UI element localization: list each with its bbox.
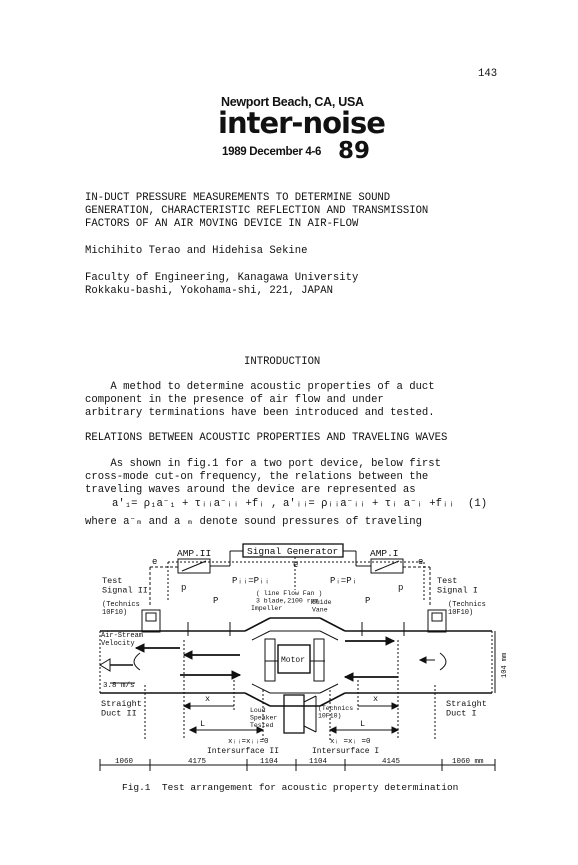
authors: Michihito Terao and Hidehisa Sekine: [85, 245, 308, 257]
velocity-label: 3.8 m/s: [103, 682, 135, 690]
test-signal-ii-label: Test Signal II: [102, 576, 148, 596]
paper-title-line-3: FACTORS OF AN AIR MOVING DEVICE IN AIR-FLOW: [85, 218, 359, 230]
relations-line-2: cross-mode cut-on frequency, the relations between the: [85, 471, 429, 483]
p2i-label: P: [365, 596, 371, 606]
diameter-label: 104 mm: [501, 652, 509, 678]
affiliation-line-2: Rokkaku-bashi, Yokohama-shi, 221, JAPAN: [85, 285, 333, 297]
dimension-1060-left: 1060: [115, 758, 134, 766]
impeller-label: Impeller: [251, 605, 283, 612]
e-i-label: e: [418, 557, 424, 567]
page-number: 143: [478, 68, 498, 80]
loud-speaker-tested-box: [284, 695, 304, 733]
l-i-label: L: [360, 719, 366, 729]
figure-1-test-arrangement: [0, 540, 578, 780]
dimension-4145: 4145: [382, 758, 401, 766]
air-stream-label: Air-Stream Velocity: [101, 632, 144, 648]
pi-equal-label: Pᵢ=Pᵢ: [330, 576, 358, 586]
introduction-line-2: component in the presence of air flow and under: [85, 394, 384, 406]
affiliation-line-1: Faculty of Engineering, Kanagawa University: [85, 272, 359, 284]
straight-duct-i-label: Straight Duct I: [446, 699, 487, 719]
pii-equal-label: Pᵢᵢ=Pᵢᵢ: [232, 576, 270, 586]
inter-noise-year: 89: [338, 138, 371, 164]
loud-speaker-label: Loud Speaker Tested: [250, 707, 278, 729]
technics-i-label: (Technics 10F10): [448, 601, 486, 617]
conference-location: Newport Beach, CA, USA: [221, 95, 364, 109]
test-signal-i-label: Test Signal I: [437, 576, 478, 596]
l-ii-label: L: [200, 719, 206, 729]
conference-date: 1989 December 4-6: [222, 146, 322, 158]
fan-label: ( line Flow Fan ) 3 blade,2100 rpm: [256, 590, 323, 605]
e-label: e: [293, 560, 299, 570]
dimension-1060-right: 1060 mm: [452, 758, 484, 766]
x-i-arrow-label: x: [373, 694, 379, 704]
relations-line-3: traveling waves around the device are represented as: [85, 484, 416, 496]
introduction-line-1: A method to determine acoustic properties of a duct: [85, 381, 435, 393]
x-i-zero-label: xᵢ =xᵢ =0: [330, 738, 371, 746]
signal-generator-label: Signal Generator: [247, 546, 339, 557]
paper-title-line-1: IN-DUCT PRESSURE MEASUREMENTS TO DETERMINE SOUND: [85, 192, 391, 204]
figure-caption: Fig.1 Test arrangement for acoustic property determination: [122, 782, 459, 793]
equation-1-right: a'ᵢᵢ= ρᵢᵢa⁻ᵢᵢ + τᵢ a⁻ᵢ +fᵢᵢ: [283, 498, 455, 510]
introduction-line-3: arbitrary terminations have been introduced and tested.: [85, 407, 435, 419]
amp-ii-label: AMP.II: [177, 548, 212, 559]
equation-1-left: a'₁= ρ₁a⁻₁ + τᵢᵢa⁻ᵢᵢ +fᵢ ,: [112, 498, 278, 510]
x-ii-zero-label: xᵢᵢ=xᵢᵢ=0: [228, 738, 269, 746]
relations-line-4: where a⁻ₘ and a ₘ denote sound pressures of traveling: [85, 516, 422, 528]
inter-noise-logo: inter-noise: [218, 106, 385, 140]
intersurface-ii-label: Intersurface II: [207, 747, 280, 756]
technics-center-label: (Technics 10F10): [318, 705, 354, 720]
introduction-heading: INTRODUCTION: [244, 356, 321, 368]
dimension-4175: 4175: [188, 758, 207, 766]
p4-label: p: [181, 583, 187, 593]
amp-i-label: AMP.I: [370, 548, 399, 559]
technics-ii-label: (Technics 10F10): [102, 601, 140, 617]
guide-vane-label: Guide Vane: [312, 599, 332, 614]
p3-label: p: [398, 583, 404, 593]
relations-heading: RELATIONS BETWEEN ACOUSTIC PROPERTIES AND TRAVELING WAVES: [85, 432, 448, 444]
x-ii-arrow-label: x: [205, 694, 211, 704]
dimension-1104-right: 1104: [309, 758, 328, 766]
intersurface-i-label: Intersurface I: [312, 747, 380, 756]
relations-line-1: As shown in fig.1 for a two port device, below first: [85, 458, 442, 470]
motor-label: Motor: [281, 656, 306, 665]
straight-duct-ii-label: Straight Duct II: [101, 699, 142, 719]
equation-number: (1): [468, 498, 488, 510]
paper-title-line-2: GENERATION, CHARACTERISTIC REFLECTION AND TRANSMISSION: [85, 205, 429, 217]
dimension-1104-left: 1104: [260, 758, 279, 766]
p2ii-label: P: [213, 596, 219, 606]
e-ii-label: e: [152, 557, 158, 567]
